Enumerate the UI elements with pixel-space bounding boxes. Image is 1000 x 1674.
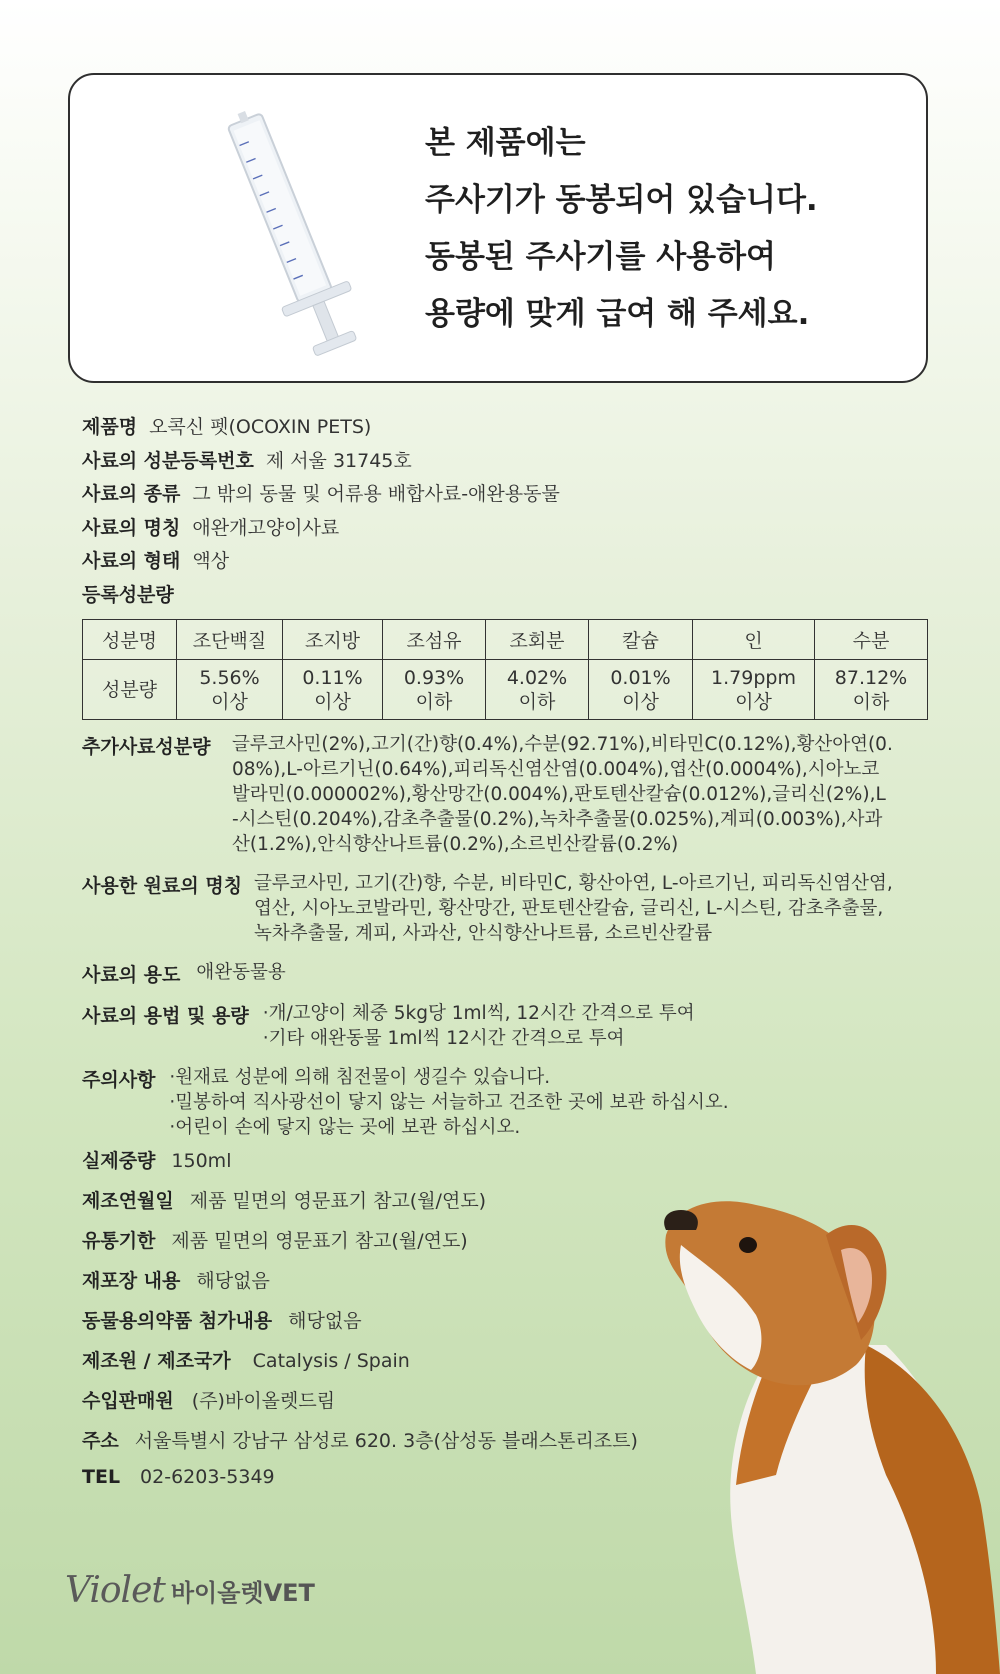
detail-label: 재포장 내용 bbox=[82, 1270, 181, 1292]
dosage-label: 사료의 용법 및 용량 bbox=[82, 1005, 249, 1027]
info-value: 애완개고양이사료 bbox=[192, 516, 340, 539]
nutrient-amount: 0.93% bbox=[403, 666, 465, 689]
detail-value: (주)바이올렛드림 bbox=[191, 1390, 336, 1412]
nutrient-qualifier: 이상 bbox=[735, 690, 772, 713]
nutrient-qualifier: 이하 bbox=[852, 690, 890, 713]
chihuahua-photo bbox=[636, 1175, 1000, 1674]
nutrient-header-cell: 조지방 bbox=[283, 620, 383, 660]
detail-value: 02-6203-5349 bbox=[140, 1466, 275, 1488]
additives-line: 글루코사민(2%),고기(간)향(0.4%),수분(92.71%),비타민C(0.12%),황산아연(0. bbox=[232, 734, 893, 755]
usage-block bbox=[82, 960, 932, 987]
ingredients-label: 사용한 원료의 명칭 bbox=[82, 875, 243, 897]
nutrient-amount: 4.02% bbox=[506, 666, 568, 689]
info-label: 사료의 명칭 bbox=[82, 516, 181, 539]
additives-line: -시스틴(0.204%),감초추출물(0.2%),녹차추출물(0.025%),계피(0.003%),사과 bbox=[232, 809, 883, 830]
detail-label: 유통기한 bbox=[82, 1230, 156, 1252]
detail-row-importer bbox=[82, 1386, 638, 1426]
additives-line: 산(1.2%),안식향산나트륨(0.2%),소르빈산칼륨(0.2%) bbox=[232, 834, 679, 855]
detail-row-expiry bbox=[82, 1226, 638, 1266]
product-details bbox=[82, 1146, 638, 1506]
dosage-block bbox=[82, 1001, 932, 1051]
info-label: 제품명 bbox=[82, 416, 138, 438]
additives-line: 발라민(0.000002%),황산망간(0.004%),판토텐산칼슘(0.012%),글리신(2%),L bbox=[232, 784, 886, 805]
info-row-product-name bbox=[82, 412, 932, 446]
dosage-line: ·개/고양이 체중 5kg당 1ml씩, 12시간 간격으로 투여 bbox=[262, 1003, 695, 1024]
info-label: 사료의 성분등록번호 bbox=[82, 449, 254, 472]
dosage-line: ·기타 애완동물 1ml씩 12시간 간격으로 투여 bbox=[262, 1028, 625, 1049]
notice-line: 용량에 맞게 급여 해 주세요. bbox=[425, 296, 810, 332]
nutrient-header-cell: 조섬유 bbox=[383, 620, 486, 660]
detail-label: 수입판매원 bbox=[82, 1390, 174, 1412]
detail-value: 서울특별시 강남구 삼성로 620. 3층(삼성동 블래스톤리조트) bbox=[134, 1430, 638, 1452]
additives-block bbox=[82, 732, 932, 857]
nutrient-value-cell bbox=[383, 660, 486, 720]
additives-text bbox=[232, 732, 893, 857]
detail-row-tel bbox=[82, 1466, 638, 1506]
detail-row-repackaging bbox=[82, 1266, 638, 1306]
detail-value: Catalysis / Spain bbox=[252, 1350, 410, 1372]
brand-logo: Violet bbox=[65, 1570, 165, 1611]
dosage-text bbox=[263, 1001, 695, 1051]
nutrient-header-cell: 조단백질 bbox=[177, 620, 283, 660]
product-info bbox=[82, 412, 932, 1140]
nutrient-header-cell: 조회분 bbox=[486, 620, 589, 660]
nutrient-qualifier: 이하 bbox=[415, 690, 453, 713]
nutrient-amount: 5.56% bbox=[199, 666, 260, 689]
nutrient-value-cell bbox=[486, 660, 589, 720]
detail-label: 주소 bbox=[82, 1430, 119, 1452]
caution-line: ·원재료 성분에 의해 침전물이 생길수 있습니다. bbox=[169, 1067, 551, 1088]
detail-row-manufacturer bbox=[82, 1346, 638, 1386]
caution-label: 주의사항 bbox=[82, 1069, 156, 1091]
ingredients-block bbox=[82, 871, 932, 946]
nutrient-header-cell: 성분명 bbox=[83, 620, 177, 660]
info-value: 액상 bbox=[192, 550, 230, 572]
nutrient-value-cell bbox=[283, 660, 383, 720]
detail-label: 제조연월일 bbox=[82, 1190, 174, 1212]
nutrient-header-row bbox=[83, 620, 928, 660]
brand-name: 바이올렛VET bbox=[170, 1579, 315, 1607]
nutrient-header-cell: 수분 bbox=[815, 620, 928, 660]
nutrient-qualifier: 이상 bbox=[211, 690, 248, 713]
info-row-feed-form bbox=[82, 546, 932, 580]
detail-row-weight bbox=[82, 1146, 638, 1186]
nutrient-value-cell bbox=[693, 660, 815, 720]
nutrient-value-row bbox=[83, 660, 928, 720]
nutrient-value-cell bbox=[589, 660, 693, 720]
notice-line: 동봉된 주사기를 사용하여 bbox=[425, 239, 776, 275]
info-label: 사료의 종류 bbox=[82, 483, 181, 505]
ingredients-line: 글루코사민, 고기(간)향, 수분, 비타민C, 황산아연, L-아르기닌, 피리독신염산염, bbox=[254, 873, 893, 894]
caution-line: ·어린이 손에 닿지 않는 곳에 보관 하십시오. bbox=[169, 1117, 521, 1138]
syringe-notice-box bbox=[68, 73, 928, 383]
nutrient-qualifier: 이하 bbox=[518, 690, 556, 713]
syringe-illustration bbox=[180, 103, 400, 363]
detail-value: 제품 밑면의 영문표기 참고(월/연도) bbox=[189, 1190, 487, 1212]
detail-value: 해당없음 bbox=[196, 1270, 270, 1292]
nutrient-amount: 0.01% bbox=[610, 666, 671, 689]
detail-row-manufacture-date bbox=[82, 1186, 638, 1226]
caution-block bbox=[82, 1065, 932, 1140]
brand-footer bbox=[65, 1570, 315, 1611]
nutrient-amount: 0.11% bbox=[302, 666, 363, 689]
detail-value: 해당없음 bbox=[288, 1310, 362, 1332]
nutrient-qualifier: 이상 bbox=[622, 690, 659, 713]
nutrient-section-title bbox=[82, 580, 932, 614]
nutrient-table bbox=[82, 619, 928, 720]
detail-row-drug-additive bbox=[82, 1306, 638, 1346]
ingredients-line: 녹차추출물, 계피, 사과산, 안식향산나트륨, 소르빈산칼륨 bbox=[254, 923, 713, 944]
nutrient-value-cell bbox=[815, 660, 928, 720]
usage-value: 애완동물용 bbox=[196, 962, 286, 983]
notice-line: 주사기가 동봉되어 있습니다. bbox=[425, 182, 818, 218]
nutrient-qualifier: 이상 bbox=[314, 690, 351, 713]
detail-label: 동물용의약품 첨가내용 bbox=[82, 1310, 273, 1332]
ingredients-line: 엽산, 시아노코발라민, 황산망간, 판토텐산칼슘, 글리신, L-시스틴, 감초추출물, bbox=[254, 898, 884, 919]
nutrient-row-label: 성분량 bbox=[83, 660, 177, 720]
notice-text bbox=[425, 115, 818, 343]
caution-text bbox=[169, 1065, 728, 1140]
caution-line: ·밀봉하여 직사광선이 닿지 않는 서늘하고 건조한 곳에 보관 하십시오. bbox=[169, 1092, 729, 1113]
nutrient-amount: 1.79ppm bbox=[711, 666, 796, 689]
detail-label: 실제중량 bbox=[82, 1150, 156, 1172]
additives-line: 08%),L-아르기닌(0.64%),피리독신염산염(0.004%),엽산(0.0004%),시아노코 bbox=[232, 759, 880, 780]
additives-label: 추가사료성분량 bbox=[82, 736, 211, 758]
detail-value: 제품 밑면의 영문표기 참고(월/연도) bbox=[171, 1230, 468, 1252]
info-value: 제 서울 31745호 bbox=[265, 449, 412, 472]
detail-label: 제조원 / 제조국가 bbox=[82, 1350, 231, 1372]
detail-label: TEL bbox=[82, 1466, 121, 1488]
nutrient-amount: 87.12% bbox=[834, 666, 908, 689]
nutrient-value-cell bbox=[177, 660, 283, 720]
detail-value: 150ml bbox=[171, 1150, 232, 1172]
detail-row-address bbox=[82, 1426, 638, 1466]
ingredients-text bbox=[254, 871, 893, 946]
nutrient-header-cell: 칼슘 bbox=[589, 620, 693, 660]
info-row-feed-type bbox=[82, 479, 932, 513]
info-label: 사료의 형태 bbox=[82, 550, 181, 572]
notice-line: 본 제품에는 bbox=[425, 125, 586, 161]
info-row-registration-number bbox=[82, 446, 932, 480]
info-label: 등록성분량 bbox=[82, 583, 174, 606]
info-row-feed-name bbox=[82, 513, 932, 547]
usage-label: 사료의 용도 bbox=[82, 964, 181, 986]
nutrient-header-cell: 인 bbox=[693, 620, 815, 660]
info-value: 그 밖의 동물 및 어류용 배합사료-애완용동물 bbox=[192, 483, 560, 505]
info-value: 오콕신 펫(OCOXIN PETS) bbox=[149, 416, 372, 438]
